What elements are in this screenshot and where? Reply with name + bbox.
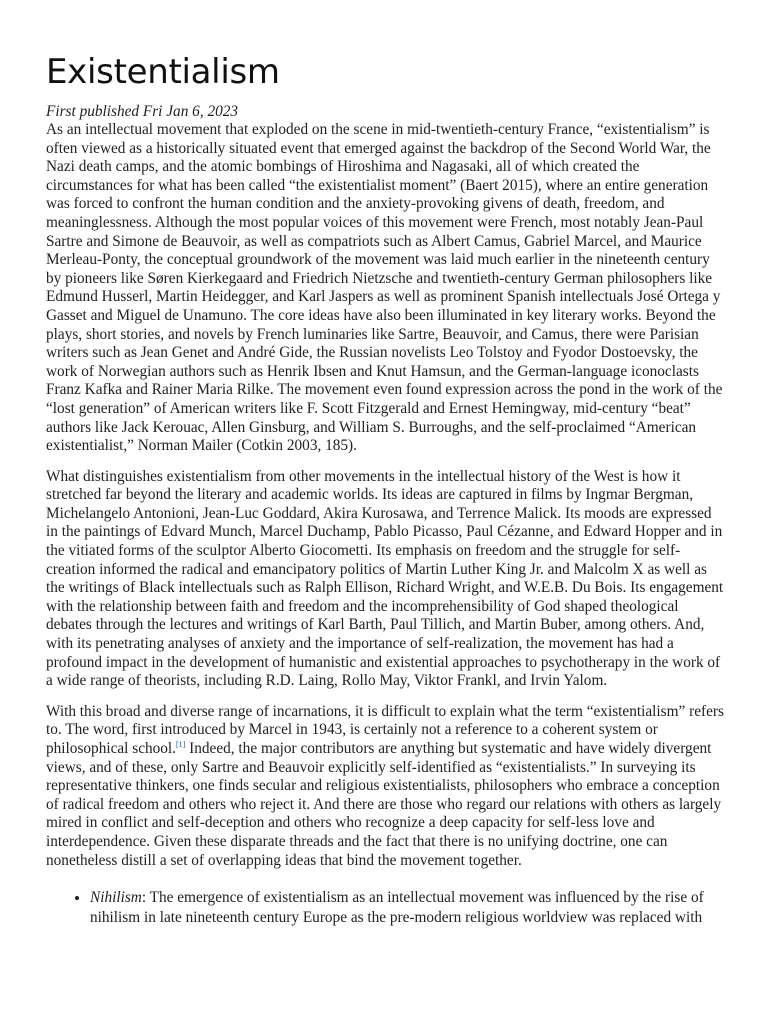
footnote-link[interactable]: [1] (176, 740, 186, 749)
list-item-text: : The emergence of existentialism as an intellectual movement was influenced by the rise of nihilism in late nineteenth century Europe as the pre-modern religious worldview was replaced with (90, 889, 704, 927)
article-title: Existentialism (46, 52, 280, 92)
paragraph-3-text-a: With this broad and diverse range of incarnations, it is difficult to explain what the term “existentialism” refers to. The word, first introduced by Marcel in 1943, is certainly not a reference to a coherent system or philosophical school. (46, 702, 724, 757)
publication-date: First published Fri Jan 6, 2023 (46, 103, 239, 120)
list-item-term: Nihilism (90, 889, 142, 907)
idea-list (46, 888, 726, 928)
list-item (90, 888, 726, 928)
paragraph-3-text-b: Indeed, the major contributors are anything but systematic and have widely divergent views, and of these, only Sartre and Beauvoir explicitly self-identified as “existentialists.” In surveying its representative thinkers, one finds secular and religious existentialists, philosophers who embrace a conception of radical freedom and others who reject it. And there are those who regard our relations with others as largely mired in conflict and self-deception and others who recognize a deep capacity for self-less love and interdependence. Given these disparate threads and the fact that there is no unifying doctrine, one can nonetheless distill a set of overlapping ideas that bind the movement together. (46, 740, 722, 869)
paragraph-2: What distinguishes existentialism from other movements in the intellectual history of the West is how it stretched far beyond the literary and academic worlds. Its ideas are captured in films by Ingmar Bergman, Michelangelo Antonioni, Jean-Luc Goddard, Akira Kurosawa, and Terrence Malick. Its moods are expressed in the paintings of Edvard Munch, Marcel Duchamp, Pablo Picasso, Paul Cézanne, and Edward Hopper and in the vitiated forms of the sculptor Alberto Giocometti. Its emphasis on freedom and the struggle for self-creation informed the radical and emancipatory politics of Martin Luther King Jr. and Malcolm X as well as the writings of Black intellectuals such as Ralph Ellison, Richard Wright, and W.E.B. Du Bois. Its engagement with the relationship between faith and freedom and the incomprehensibility of God shaped theological debates through the lectures and writings of Karl Barth, Paul Tillich, and Martin Buber, among others. And, with its penetrating analyses of anxiety and the importance of self-realization, the movement has had a profound impact in the development of humanistic and existential approaches to psychotherapy in the work of a wide range of theorists, including R.D. Laing, Rollo May, Viktor Frankl, and Irvin Yalom. (46, 467, 724, 690)
paragraph-1: As an intellectual movement that exploded on the scene in mid-twentieth-century France, “existentialism” is often viewed as a historically situated event that emerged against the backdrop of the Second World War, the Nazi death camps, and the atomic bombings of Hiroshima and Nagasaki, all of which created the circumstances for what has been called “the existentialist moment” (Baert 2015), where an entire generation was forced to confront the human condition and the anxiety-provoking givens of death, freedom, and meaninglessness. Although the most popular voices of this movement were French, most notably Jean-Paul Sartre and Simone de Beauvoir, as well as compatriots such as Albert Camus, Gabriel Marcel, and Maurice Merleau-Ponty, the conceptual groundwork of the movement was laid much earlier in the nineteenth century by pioneers like Søren Kierkegaard and Friedrich Nietzsche and twentieth-century German philosophers like Edmund Husserl, Martin Heidegger, and Karl Jaspers as well as prominent Spanish intellectuals José Ortega y Gasset and Miguel de Unamuno. The core ideas have also been illuminated in key literary works. Beyond the plays, short stories, and novels by French luminaries like Sartre, Beauvoir, and Camus, there were Parisian writers such as Jean Genet and André Gide, the Russian novelists Leo Tolstoy and Fyodor Dostoevsky, the work of Norwegian authors such as Henrik Ibsen and Knut Hamsun, and the German-language iconoclasts Franz Kafka and Rainer Maria Rilke. The movement even found expression across the pond in the work of the “lost generation” of American writers like F. Scott Fitzgerald and Ernest Hemingway, mid-century “beat” authors like Jack Kerouac, Allen Ginsburg, and William S. Burroughs, and the self-proclaimed “American existentialist,” Norman Mailer (Cotkin 2003, 185). (46, 121, 723, 455)
paragraph-3 (46, 703, 726, 870)
article (46, 0, 726, 928)
